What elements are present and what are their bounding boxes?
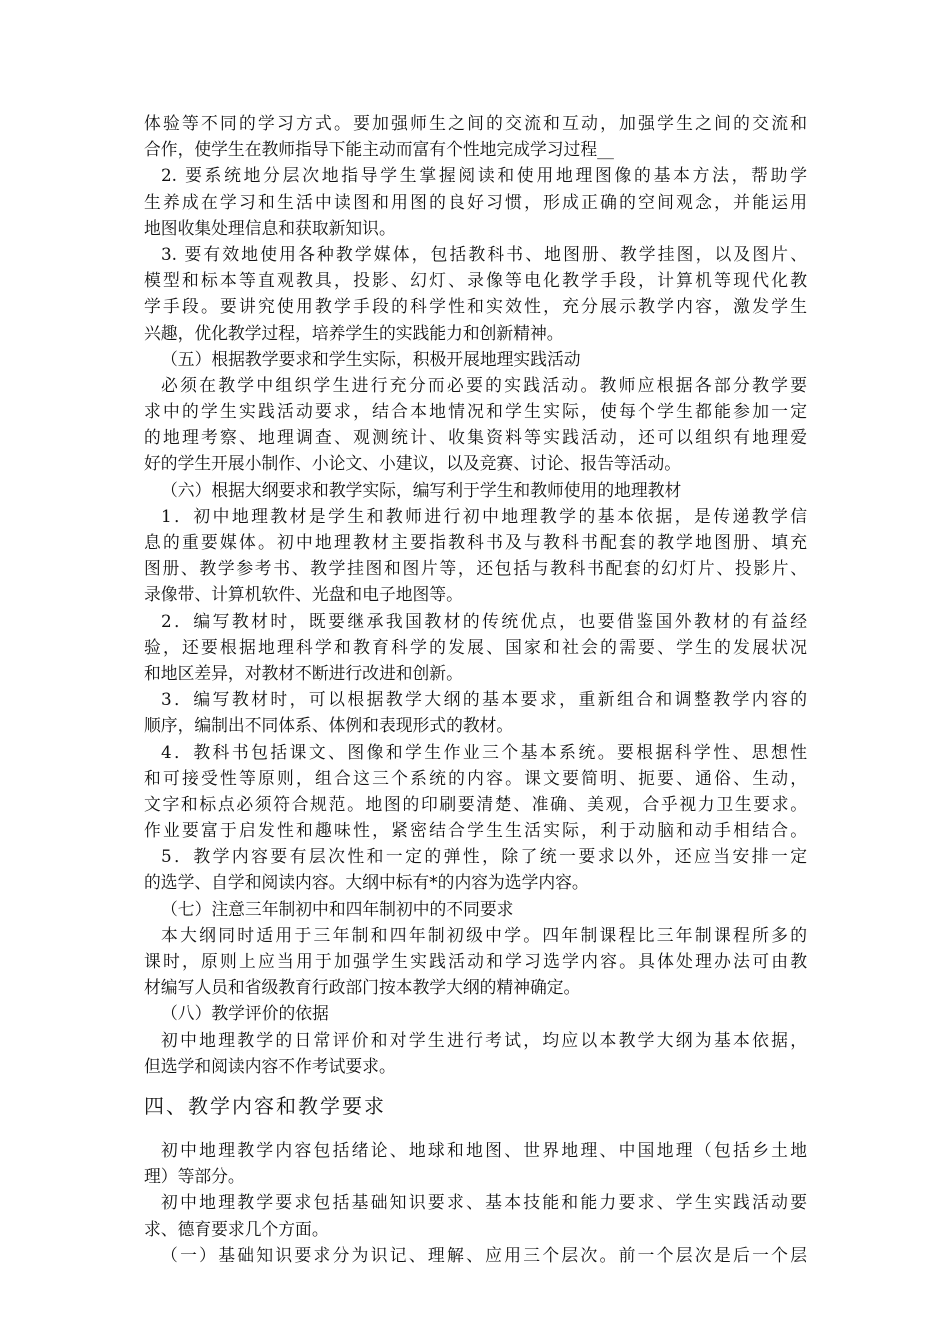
text-line: （八）教学评价的依据 (161, 1003, 329, 1024)
text-line: 学手段。要讲究使用教学手段的科学性和实效性，充分展示教学内容，激发学生 (144, 296, 807, 317)
text-line: 作业要富于启发性和趣味性，紧密结合学生生活实际，利于动脑和动手相结合。 (144, 820, 807, 841)
text-line: 2. 要系统地分层次地指导学生掌握阅读和使用地理图像的基本方法，帮助学 (161, 165, 807, 186)
text-line: 2．编写教材时，既要继承我国教材的传统优点，也要借鉴国外教材的有益经 (161, 610, 807, 631)
text-line: 5．教学内容要有层次性和一定的弹性，除了统一要求以外，还应当安排一定 (161, 846, 807, 867)
text-line: 顺序，编制出不同体系、体例和表现形式的教材。 (144, 715, 514, 736)
body-text-after-heading (144, 1137, 807, 1268)
section-heading: 四、教学内容和教学要求 (144, 1093, 386, 1118)
text-line: 模型和标本等直观教具，投影、幻灯、录像等电化教学手段，计算机等现代化教 (144, 270, 807, 291)
text-line: 息的重要媒体。初中地理教材主要指教科书及与教科书配套的教学地图册、填充 (144, 532, 807, 552)
text-line: 必须在教学中组织学生进行充分而必要的实践活动。教师应根据各部分教学要 (161, 374, 807, 395)
text-line: 的选学、自学和阅读内容。大纲中标有*的内容为选学内容。 (144, 872, 589, 893)
text-line: 图册、教学参考书、教学挂图和图片等，还包括与教科书配套的幻灯片、投影片、 (144, 558, 807, 579)
text-line: 和地区差异，对教材不断进行改进和创新。 (144, 662, 463, 683)
text-line: 验，还要根据地理科学和教育科学的发展、国家和社会的需要、学生的发展状况 (144, 636, 807, 657)
text-line: 好的学生开展小制作、小论文、小建议，以及竞赛、讨论、报告等活动。 (144, 453, 682, 474)
text-line: 但选学和阅读内容不作考试要求。 (144, 1055, 396, 1076)
text-line: 3. 要有效地使用各种教学媒体，包括教科书、地图册、教学挂图，以及图片、 (161, 243, 807, 264)
text-line: 材编写人员和省级教育行政部门按本教学大纲的精神确定。 (144, 977, 581, 998)
text-line: 1．初中地理教材是学生和教师进行初中地理教学的基本依据，是传递教学信 (161, 505, 807, 526)
text-line: 本大纲同时适用于三年制和四年制初级中学。四年制课程比三年制课程所多的 (161, 924, 807, 945)
text-line: 地图收集处理信息和获取新知识。 (144, 217, 396, 238)
document-page (144, 110, 807, 1268)
text-line: 初中地理教学的日常评价和对学生进行考试，均应以本教学大纲为基本依据， (161, 1029, 807, 1050)
text-line: 初中地理教学要求包括基础知识要求、基本技能和能力要求、学生实践活动要 (161, 1192, 807, 1213)
body-text-before-heading (144, 110, 807, 1079)
text-line: 理）等部分。 (144, 1166, 245, 1187)
text-line: 合作，使学生在教师指导下能主动而富有个性地完成学习过程__ (144, 139, 614, 160)
text-line: （六）根据大纲要求和教学实际，编写利于学生和教师使用的地理教材 (161, 479, 682, 500)
text-line: 和可接受性等原则，组合这三个系统的内容。课文要简明、扼要、通俗、生动， (144, 767, 807, 788)
text-line: 文字和标点必须符合规范。地图的印刷要清楚、准确、美观，合乎视力卫生要求。 (144, 793, 807, 814)
text-line: 初中地理教学内容包括绪论、地球和地图、世界地理、中国地理（包括乡土地 (161, 1139, 807, 1160)
text-line: 体验等不同的学习方式。要加强师生之间的交流和互动，加强学生之间的交流和 (144, 113, 807, 133)
text-line: 求中的学生实践活动要求，结合本地情况和学生实际，使每个学生都能参加一定 (144, 401, 807, 422)
text-line: 生养成在学习和生活中读图和用图的良好习惯，形成正确的空间观念，并能运用 (144, 191, 807, 212)
text-line: 求、德育要求几个方面。 (144, 1218, 329, 1239)
text-line: （七）注意三年制初中和四年制初中的不同要求 (161, 898, 514, 919)
text-line: （一）基础知识要求分为识记、理解、应用三个层次。前一个层次是后一个层 (161, 1244, 807, 1265)
text-line: 兴趣，优化教学过程，培养学生的实践能力和创新精神。 (144, 322, 564, 343)
text-line: 课时，原则上应当用于加强学生实践活动和学习选学内容。具体处理办法可由教 (144, 951, 807, 971)
text-line: 4．教科书包括课文、图像和学生作业三个基本系统。要根据科学性、思想性 (161, 741, 807, 762)
text-line: （五）根据教学要求和学生实际，积极开展地理实践活动 (161, 348, 581, 369)
text-line: 的地理考察、地理调查、观测统计、收集资料等实践活动，还可以组织有地理爱 (144, 427, 807, 448)
text-line: 3．编写教材时，可以根据教学大纲的基本要求，重新组合和调整教学内容的 (161, 689, 807, 710)
text-line: 录像带、计算机软件、光盘和电子地图等。 (144, 584, 463, 605)
